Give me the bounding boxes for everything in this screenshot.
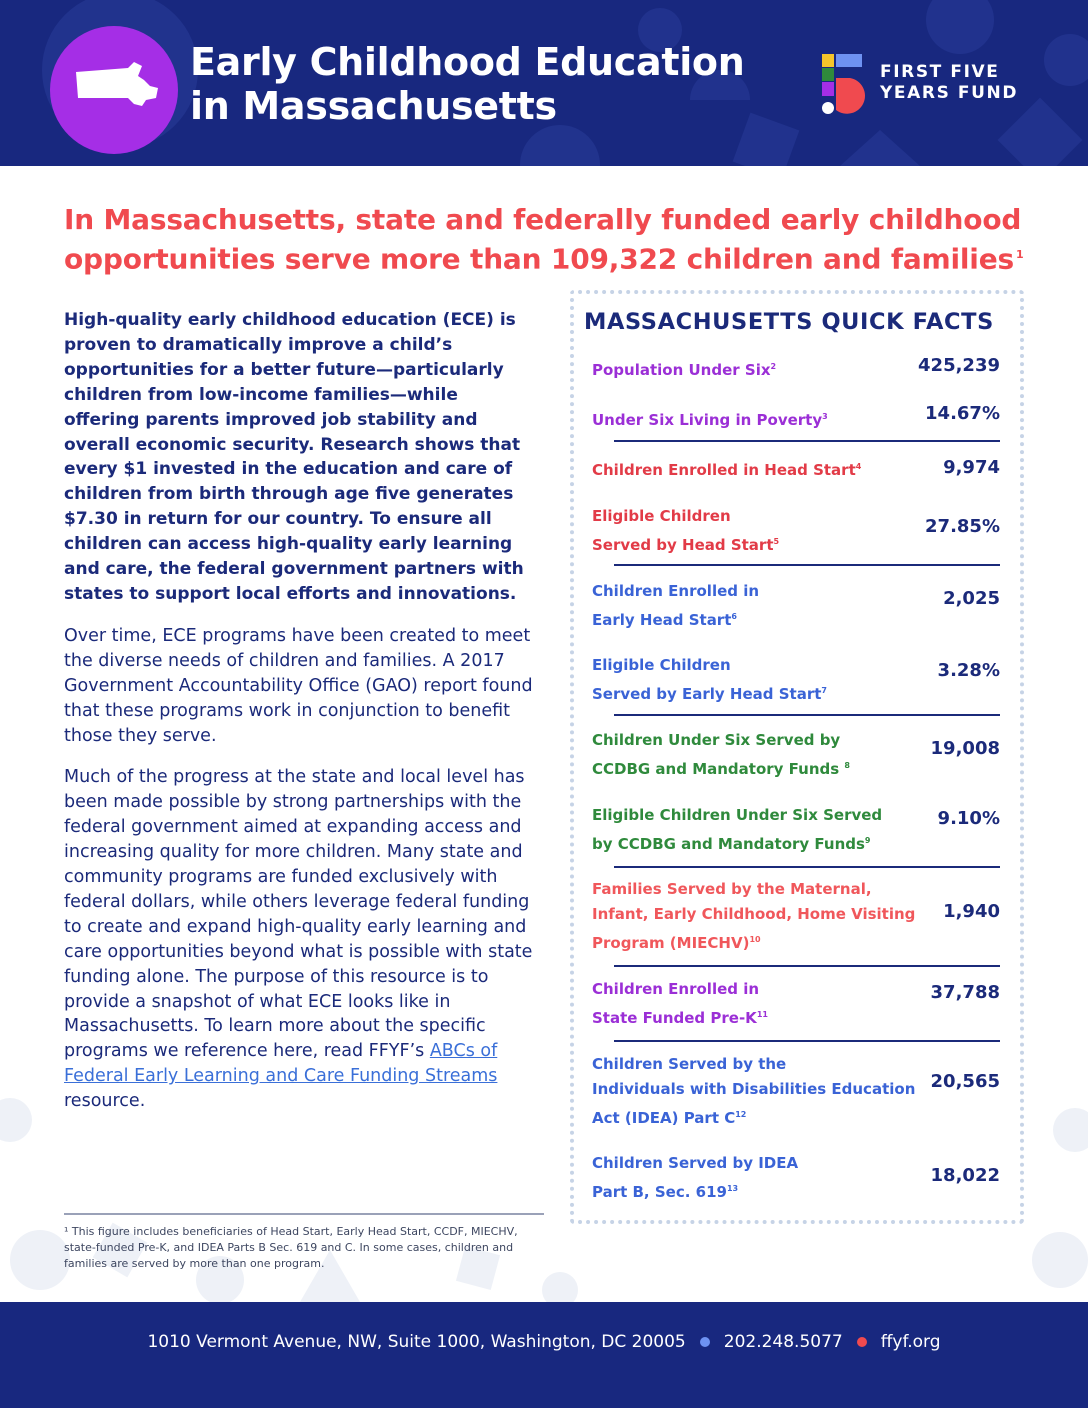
quick-fact-footnote-ref: 11	[756, 1010, 768, 1019]
paragraph-3-end: resource.	[64, 1091, 146, 1112]
quick-fact-label	[592, 454, 922, 483]
quick-fact-label	[592, 803, 922, 857]
quick-fact-label-line: Individuals with Disabilities Education	[592, 1080, 916, 1098]
quick-fact-value: 9,974	[943, 457, 1000, 478]
quick-fact-label	[592, 877, 922, 956]
abcs-resource-link[interactable]: ABCs of Federal Early Learning and Care Funding Streams	[64, 1041, 498, 1087]
footnote-divider	[64, 1213, 544, 1215]
quick-fact-footnote-ref: 6	[731, 612, 737, 621]
quick-fact-label-line: Population Under Six	[592, 361, 771, 379]
quick-fact-label	[592, 404, 922, 433]
quick-fact-value: 2,025	[943, 588, 1000, 609]
quick-fact-footnote-ref: 7	[821, 686, 827, 695]
headline-footnote-ref: 1	[1015, 248, 1024, 261]
quick-fact-footnote-ref: 3	[822, 412, 828, 421]
page-title-line-1: Early Childhood Education	[190, 40, 745, 84]
quick-fact-label-line: Children Enrolled in	[592, 980, 760, 998]
logo-line-2: YEARS FUND	[880, 83, 1019, 103]
quick-fact-label-line: Families Served by the Maternal,	[592, 880, 872, 898]
header-banner	[0, 0, 1088, 166]
quick-fact-label-line: Eligible Children	[592, 656, 731, 674]
footer-contact-line	[0, 1331, 1088, 1353]
intro-paragraph: High-quality early childhood education (ECE) is proven to dramatically improve a child’s opportunities for a better future—particularly children from low-income families—while offering parents improved job stability and overall economic security. Research shows that every $1 invested in the education and care of children from birth through age five generates $7.30 in return for our country. To ensure all children can access high-quality early learning and care, the federal government partners with states to support local efforts and innovations.	[64, 310, 524, 604]
quick-fact-label-line-wrap	[592, 354, 922, 383]
quick-facts-divider	[614, 1040, 1000, 1042]
quick-fact-value: 20,565	[930, 1071, 1000, 1092]
quick-fact-footnote-ref: 5	[773, 537, 780, 546]
quick-fact-label-line: Infant, Early Childhood, Home Visiting	[592, 905, 916, 923]
quick-fact-value: 14.67%	[925, 403, 1000, 424]
quick-fact-label-line: Act (IDEA) Part C	[592, 1109, 736, 1127]
quick-fact-label	[592, 579, 922, 633]
quick-fact-label-line-wrap	[592, 529, 922, 558]
quick-facts-divider	[614, 714, 1000, 716]
quick-fact-footnote-ref: 8	[844, 761, 850, 770]
quick-fact-footnote-ref: 2	[770, 362, 777, 371]
quick-fact-label-line: Eligible Children Under Six Served	[592, 806, 883, 824]
quick-fact-label-line-wrap	[592, 1002, 922, 1031]
quick-fact-footnote-ref: 12	[735, 1110, 747, 1119]
quick-fact-value: 425,239	[918, 355, 1000, 376]
paragraph-3	[64, 765, 536, 1114]
quick-fact-label-line: Served by Early Head Start	[592, 685, 822, 703]
quick-fact-footnote-ref: 13	[726, 1184, 739, 1193]
quick-fact-value: 27.85%	[925, 516, 1000, 537]
quick-fact-label	[592, 504, 922, 558]
separator-dot-icon	[857, 1337, 867, 1347]
quick-fact-label-line: State Funded Pre-K	[592, 1009, 757, 1027]
quick-fact-label-line: Early Head Start	[592, 611, 732, 629]
quick-facts-divider	[614, 440, 1000, 442]
quick-facts-divider	[614, 965, 1000, 967]
quick-fact-value: 9.10%	[937, 808, 1000, 829]
quick-fact-value: 19,008	[930, 738, 1000, 759]
quick-fact-label	[592, 653, 922, 707]
quick-fact-value: 37,788	[930, 982, 1000, 1003]
quick-facts-divider	[614, 564, 1000, 566]
quick-fact-label-line-wrap	[592, 454, 922, 483]
headline	[64, 202, 1024, 276]
page-title	[190, 40, 790, 128]
quick-fact-label	[592, 977, 922, 1031]
quick-fact-label-line: Children Enrolled in	[592, 582, 760, 600]
quick-facts-divider	[614, 866, 1000, 868]
quick-fact-label-line-wrap	[592, 678, 922, 707]
first-five-years-fund-logo-icon	[820, 52, 866, 116]
logo-wordmark	[880, 62, 1018, 104]
quick-fact-label-line: Children Served by IDEA	[592, 1154, 799, 1172]
quick-fact-label	[592, 1052, 922, 1131]
quick-fact-value: 3.28%	[937, 660, 1000, 681]
quick-fact-label	[592, 1151, 922, 1205]
quick-fact-label-line: Children Served by the	[592, 1055, 787, 1073]
massachusetts-icon	[50, 26, 178, 154]
paragraph-2: Over time, ECE programs have been created to meet the diverse needs of children and families. A 2017 Government Accountability Office (GAO) report found that these programs work in conjunction to benefit those they serve.	[64, 625, 533, 746]
quick-fact-label-line: Eligible Children	[592, 507, 731, 525]
footnote-1: ¹ This figure includes beneficiaries of Head Start, Early Head Start, CCDF, MIECHV, state-funded Pre-K, and IDEA Parts B Sec. 619 and C. In some cases, children and families are served by more than one program.	[64, 1225, 518, 1270]
footer-address: 1010 Vermont Avenue, NW, Suite 1000, Washington, DC 20005	[147, 1332, 686, 1352]
quick-fact-label-line: Served by Head Start	[592, 536, 774, 554]
quick-facts-title: MASSACHUSETTS QUICK FACTS	[584, 309, 994, 335]
paragraph-3-text: Much of the progress at the state and local level has been made possible by strong partnerships with the federal government aimed at expanding access and increasing quality for more children. Many state and community programs are funded exclusively with federal dollars, while others leverage federal funding to create and expand high-quality early learning and care opportunities beyond what is possible with state funding alone. The purpose of this resource is to provide a snapshot of what ECE looks like in Massachusetts. To learn more about the specific programs we reference here, read FFYF’s	[64, 767, 533, 1062]
logo-line-1: FIRST FIVE	[880, 62, 1000, 82]
footer-phone[interactable]: 202.248.5077	[723, 1332, 843, 1352]
massachusetts-shape	[72, 58, 162, 118]
quick-fact-label-line: Under Six Living in Poverty	[592, 411, 823, 429]
quick-fact-label-line-wrap	[592, 604, 922, 633]
quick-fact-footnote-ref: 10	[749, 935, 761, 944]
footer	[0, 1302, 1088, 1408]
quick-fact-label-line-wrap	[592, 1176, 922, 1205]
page-title-line-2: in Massachusetts	[190, 84, 557, 128]
quick-fact-label-line: Part B, Sec. 619	[592, 1183, 727, 1201]
quick-fact-footnote-ref: 4	[855, 462, 862, 471]
footer-website[interactable]: ffyf.org	[880, 1332, 941, 1352]
quick-fact-label-line-wrap	[592, 927, 922, 956]
quick-fact-label-line: Program (MIECHV)	[592, 934, 750, 952]
body-text-column	[64, 308, 536, 1114]
quick-fact-label-line-wrap	[592, 753, 922, 782]
quick-fact-label-line: Children Under Six Served by	[592, 731, 841, 749]
quick-fact-value: 1,940	[943, 901, 1000, 922]
quick-fact-label	[592, 354, 922, 383]
quick-fact-label-line: CCDBG and Mandatory Funds	[592, 760, 845, 778]
quick-fact-label	[592, 728, 922, 782]
quick-fact-label-line-wrap	[592, 404, 922, 433]
quick-fact-value: 18,022	[930, 1165, 1000, 1186]
quick-fact-footnote-ref: 9	[864, 836, 871, 845]
quick-fact-label-line: by CCDBG and Mandatory Funds	[592, 835, 865, 853]
separator-dot-icon	[700, 1337, 710, 1347]
quick-fact-label-line-wrap	[592, 828, 922, 857]
quick-fact-label-line-wrap	[592, 1102, 922, 1131]
quick-fact-label-line: Children Enrolled in Head Start	[592, 461, 856, 479]
headline-text: In Massachusetts, state and federally funded early childhood opportunities serve more than 109,322 children and families	[64, 203, 1022, 276]
